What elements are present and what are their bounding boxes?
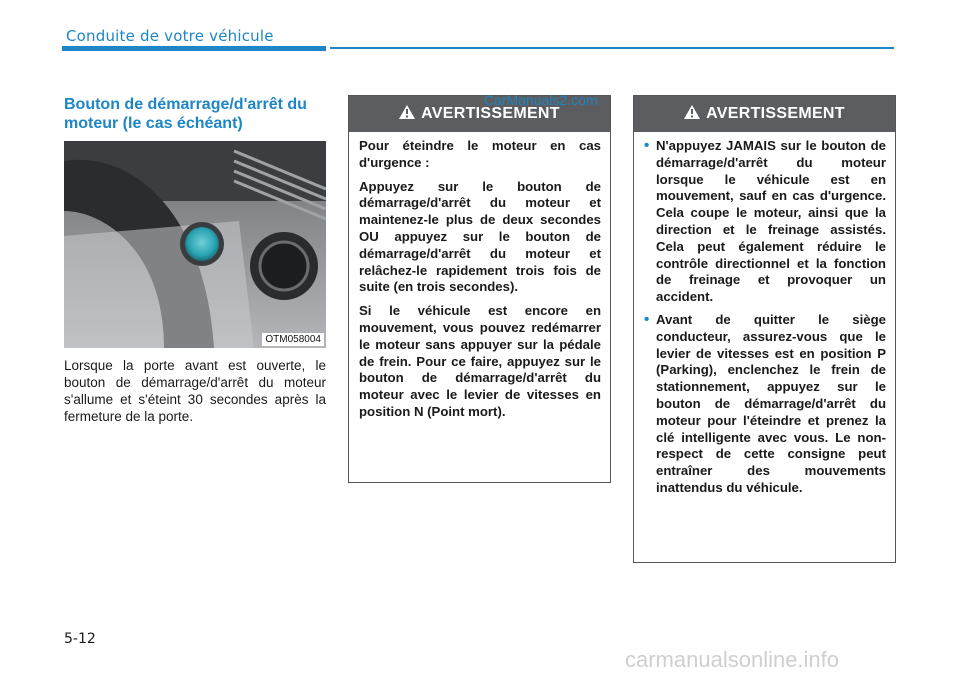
engine-button-photo xyxy=(64,141,326,348)
section-heading: Bouton de démarrage/d'arrêt du moteur (le cas échéant) xyxy=(64,96,307,132)
dashboard-illustration xyxy=(64,141,326,348)
warning-title-2: AVERTISSEMENT xyxy=(706,105,845,122)
section-title: Conduite de votre véhicule xyxy=(66,27,274,45)
page-number: 5-12 xyxy=(64,631,96,647)
warning1-paragraph: Pour éteindre le moteur en cas d'urgence : xyxy=(359,138,601,170)
bullet-dot-icon: • xyxy=(644,137,650,154)
photo-code: OTM058004 xyxy=(262,333,324,346)
header-rule-thick xyxy=(62,46,326,51)
warning-header-2 xyxy=(634,96,895,132)
bullet-text: Avant de quitter le siège conducteur, assurez-vous que le levier de vitesses est en position P (Parking), enclenchez le frein de stationnement, appuyez sur le bouton de démarrage/d'arrêt du moteur pour l'éteindre et prenez la clé intelligente avec vous. Le non-respect de cette consigne peut entraîner des mouvements inattendus du véhicule. xyxy=(656,311,886,495)
header-rule-thin xyxy=(330,47,894,49)
warning-title-1: AVERTISSEMENT xyxy=(421,105,560,122)
warning1-paragraph: Si le véhicule est encore en mouvement, vous pouvez redémarrer le moteur sans appuyer sur la pédale de frein. Pour ce faire, appuyez sur le bouton de démarrage/d'arrêt du moteur avec le levier de vitesses en position N (Point mort). xyxy=(359,303,601,419)
warning-box-1 xyxy=(348,95,611,483)
warning2-bullet xyxy=(644,138,886,306)
bullet-dot-icon: • xyxy=(644,310,650,328)
warning-triangle-icon xyxy=(399,105,415,124)
watermark-bottom: carmanualsonline.info xyxy=(625,647,840,672)
warning-triangle-icon xyxy=(684,105,700,124)
warning1-paragraph: Appuyez sur le bouton de démarrage/d'arrêt du moteur et maintenez-le plus de deux secondes OU appuyez sur le bouton de démarrage/d'arrêt du moteur et relâchez-le rapidement trois fois de suite (en trois secondes). xyxy=(359,178,601,295)
warning2-bullet xyxy=(644,312,886,497)
bullet-text: N'appuyez JAMAIS sur le bouton de démarrage/d'arrêt du moteur lorsque le véhicule est en mouvement, sauf en cas d'urgence. Cela coupe le moteur, ainsi que la direction et le freinage assistés. Cela peut également réduire le contrôle directionnel et la fonction de freinage et provoquer un accident. xyxy=(656,138,886,305)
start-stop-button-image xyxy=(185,227,219,261)
warning-box-2 xyxy=(633,95,896,563)
body-paragraph: Lorsque la porte avant est ouverte, le bouton de démarrage/d'arrêt du moteur s'allume et s'éteint 30 secondes après la fermeture de la porte. xyxy=(64,358,326,424)
watermark-top: CarManuals2.com xyxy=(484,92,598,108)
